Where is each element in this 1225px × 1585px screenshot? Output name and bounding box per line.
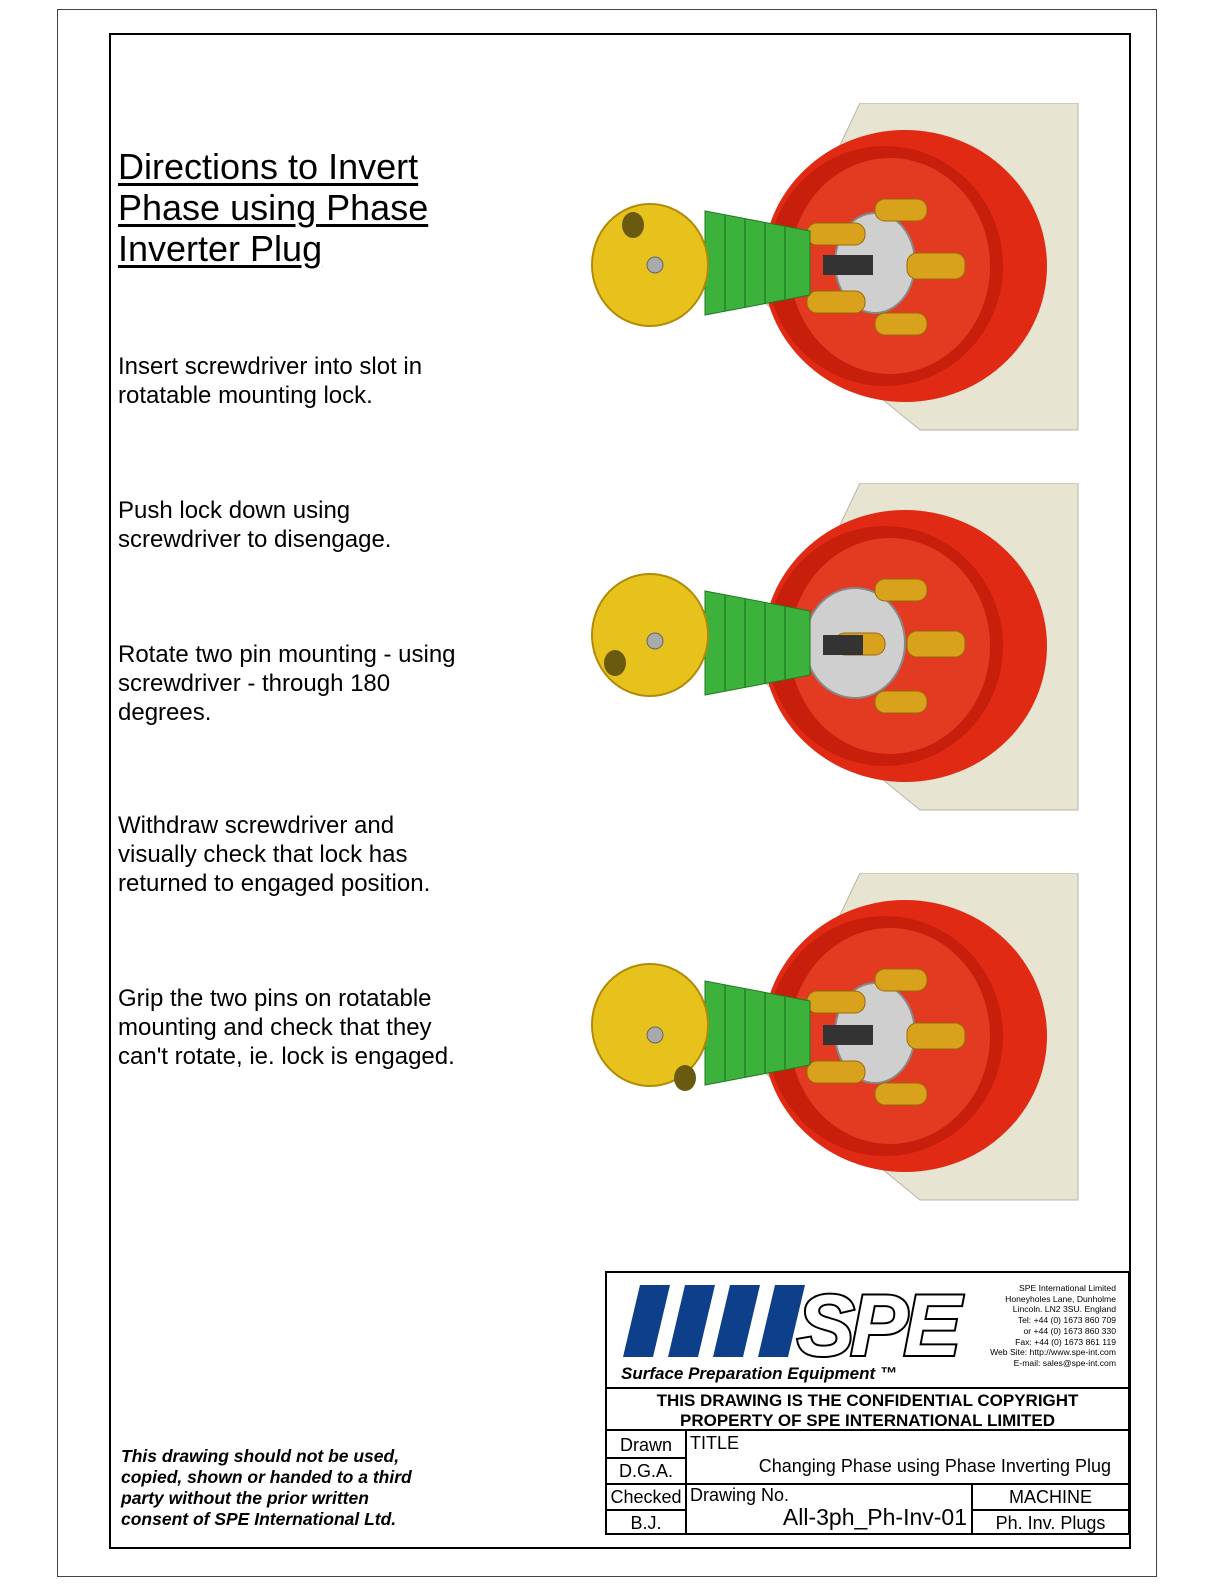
page-title <box>118 146 428 269</box>
page-title-line: Directions to Invert <box>118 146 419 187</box>
address-line: Lincoln. LN2 3SU. England <box>1012 1304 1116 1315</box>
drawn-label: Drawn <box>619 1435 672 1455</box>
step-line: screwdriver to disengage. <box>118 526 392 553</box>
step-line: screwdriver - through 180 <box>118 670 391 697</box>
checked-label: Checked <box>610 1487 682 1507</box>
confidential-line: PROPERTY OF SPE INTERNATIONAL LIMITED <box>680 1411 1055 1430</box>
step-line: rotatable mounting lock. <box>118 382 373 409</box>
disclaimer-line: party without the prior written <box>121 1488 369 1508</box>
step-line: Push lock down using <box>118 497 351 524</box>
plug-illustration-step-1 <box>585 103 1085 433</box>
address-line: or +44 (0) 1673 860 330 <box>1023 1325 1116 1336</box>
disclaimer-note <box>121 1446 412 1530</box>
drawing-number-label: Drawing No. <box>690 1485 790 1505</box>
title-block <box>605 1271 1130 1535</box>
address-line: Web Site: http://www.spe-int.com <box>990 1347 1116 1358</box>
title-label: TITLE <box>690 1433 740 1453</box>
page-title-line: Inverter Plug <box>118 228 323 269</box>
address-line: E-mail: sales@spe-int.com <box>1013 1357 1116 1368</box>
company-address <box>990 1283 1116 1369</box>
confidential-notice <box>607 1389 1128 1431</box>
page-title-line: Phase using Phase <box>118 187 429 228</box>
address-line: Honeyholes Lane, Dunholme <box>1005 1293 1116 1304</box>
address-line: SPE International Limited <box>1019 1283 1116 1293</box>
checked-by-value: B.J. <box>630 1513 662 1533</box>
step-line: mounting and check that they <box>118 1014 432 1041</box>
plug-illustration-step-3 <box>585 483 1085 813</box>
company-logo-area <box>607 1273 1128 1389</box>
step-4 <box>118 811 518 898</box>
address-line: Fax: +44 (0) 1673 861 119 <box>1015 1336 1116 1347</box>
logo-tagline: Surface Preparation Equipment ™ <box>621 1364 897 1383</box>
disclaimer-line: copied, shown or handed to a third <box>121 1467 412 1487</box>
plug-illustration-step-5 <box>585 873 1085 1203</box>
step-line: visually check that lock has <box>118 841 408 868</box>
step-1 <box>118 352 518 410</box>
logo-wordmark: SPE <box>796 1278 958 1374</box>
confidential-line: THIS DRAWING IS THE CONFIDENTIAL COPYRIGHT <box>656 1391 1079 1410</box>
spe-logo <box>615 1275 985 1387</box>
machine-value: Ph. Inv. Plugs <box>995 1513 1106 1533</box>
step-line: Insert screwdriver into slot in <box>118 353 423 380</box>
machine-label: MACHINE <box>1008 1487 1092 1507</box>
address-line: Tel: +44 (0) 1673 860 709 <box>1017 1315 1116 1326</box>
step-2 <box>118 496 518 554</box>
step-line: degrees. <box>118 699 212 726</box>
step-3 <box>118 640 518 727</box>
drawing-number: All-3ph_Ph-Inv-01 <box>782 1504 967 1530</box>
step-line: can't rotate, ie. lock is engaged. <box>118 1043 455 1070</box>
step-5 <box>118 984 518 1071</box>
step-line: Grip the two pins on rotatable <box>118 985 432 1012</box>
step-line: Withdraw screwdriver and <box>118 812 395 839</box>
disclaimer-line: This drawing should not be used, <box>121 1446 400 1466</box>
drawing-title: Changing Phase using Phase Inverting Plug <box>758 1456 1111 1476</box>
drawn-by-value: D.G.A. <box>618 1461 673 1481</box>
step-line: returned to engaged position. <box>118 870 431 897</box>
step-line: Rotate two pin mounting - using <box>118 641 456 668</box>
disclaimer-line: consent of SPE International Ltd. <box>121 1509 397 1529</box>
